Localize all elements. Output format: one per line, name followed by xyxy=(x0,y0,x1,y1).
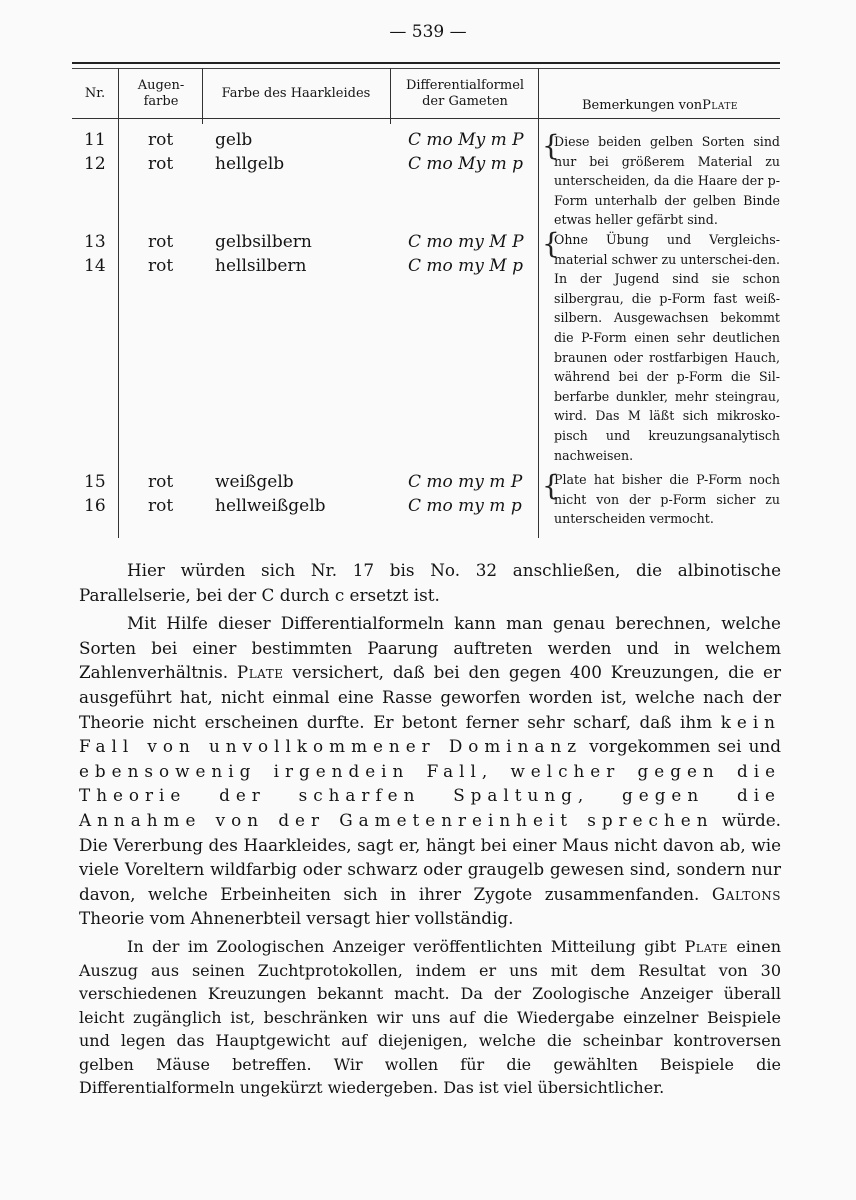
header-farbe: Farbe des Haarkleides xyxy=(221,85,371,101)
paragraph-text: Theorie vom Ahnenerbteil versagt hier vollständig. xyxy=(79,908,514,929)
header-bemerkungen-name: Plate xyxy=(702,97,738,113)
header-augenfarbe: Augen-farbe xyxy=(137,77,185,109)
paragraph-text: vorgekommen sei und xyxy=(582,736,781,757)
paragraph-text: versichert, daß bei den gegen 400 Kreuzungen, die er ausgeführt hat, nicht einmal eine Rasse geworfen worden ist, welche nach der Theorie nicht erscheinen durfte. Er betont ferner sehr scharf, daß ihm xyxy=(79,662,781,732)
remark-yellow: Diese beiden gelben Sorten sind nur bei größerem Material zu unterscheiden, da die Haare der p-Form unterhalb der gelben Binde etwas heller gefärbt sind. xyxy=(554,134,780,228)
cell-augenfarbe: rot xyxy=(148,154,174,174)
cell-formel: C mo my M P xyxy=(408,232,524,252)
paragraph-text: In der im Zoologischen Anzeiger veröffentlichten Mitteilung gibt xyxy=(127,936,685,956)
brace-icon: { xyxy=(542,129,560,162)
cell-formel: C mo my m P xyxy=(408,472,523,492)
paragraph-text: einen Auszug aus seinen Zuchtprotokollen, indem er uns mit dem Resultat von 30 verschiedenen Kreuzungen bekannt macht. Da der Zoologische Anzeiger überall leicht zugänglich ist, beschränken wir uns auf die Wiedergabe einzelner Beispiele und legen das Hauptgewicht auf diejenigen, welche die scheinbar kontroversen gelben Mäuse betreffen. Wir wollen für die gewählten Beispiele die Differentialformeln ungekürzt wiedergeben. Das ist viel übersichtlicher. xyxy=(79,936,782,1098)
cell-nr: 15 xyxy=(84,472,106,492)
column-divider xyxy=(390,68,391,124)
table-top-rule xyxy=(72,62,780,64)
cell-formel: C mo my M p xyxy=(408,256,523,276)
cell-farbe: hellgelb xyxy=(215,154,285,174)
paragraph-3 xyxy=(79,935,781,1100)
header-formel: Differentialformel der Gameten xyxy=(405,77,525,109)
cell-formel: C mo My m P xyxy=(408,130,524,150)
page-number: — 539 — xyxy=(389,22,467,42)
cell-farbe: gelbsilbern xyxy=(215,232,312,252)
cell-augenfarbe: rot xyxy=(148,130,174,150)
cell-formel: C mo My m p xyxy=(408,154,523,174)
header-bemerkungen xyxy=(540,84,780,128)
paragraph-2 xyxy=(79,611,781,931)
author-name: Plate xyxy=(684,936,728,956)
paragraph-1: Hier würden sich Nr. 17 bis No. 32 anschließen, die albinotische Parallelserie, bei der C durch c ersetzt ist. xyxy=(79,560,781,605)
cell-augenfarbe: rot xyxy=(148,472,174,492)
cell-nr: 12 xyxy=(84,154,106,174)
cell-farbe: weißgelb xyxy=(215,472,294,492)
remark-whiteyellow: Plate hat bisher die P-Form noch nicht von der p-Form sicher zu unterscheiden vermocht. xyxy=(554,472,780,527)
cell-nr: 14 xyxy=(84,256,106,276)
cell-farbe: hellweißgelb xyxy=(215,496,326,516)
remark-silver: Ohne Übung und Vergleichs-material schwer zu unterschei-den. In der Jugend sind sie schon silbergrau, die p-Form fast weiß-silbern. Ausgewachsen bekommt die P-Form einen sehr deutlichen braunen oder rostfarbigen Hauch, während bei der p-Form die Sil-berfarbe dunkler, mehr steingrau, wird. Das M läßt sich mikrosko-pisch und kreuzungsanalytisch nachweisen. xyxy=(554,232,780,463)
brace-icon: { xyxy=(542,469,560,502)
cell-augenfarbe: rot xyxy=(148,232,174,252)
cell-farbe: gelb xyxy=(215,130,253,150)
emphasis-spaced: ebensowenig irgendein Fall, welcher gegen die Theorie der scharfen Spaltung, gegen die Annahme von der Gametenreinheit sprechen xyxy=(79,760,781,830)
author-name: Galtons xyxy=(711,883,781,904)
cell-augenfarbe: rot xyxy=(148,496,174,516)
cell-nr: 11 xyxy=(84,130,106,150)
cell-nr: 13 xyxy=(84,232,106,252)
author-name: Plate xyxy=(236,662,284,683)
table-top-rule-thin xyxy=(72,68,780,69)
cell-augenfarbe: rot xyxy=(148,256,174,276)
brace-icon: { xyxy=(542,227,560,260)
header-bemerkungen-prefix: Bemerkungen von xyxy=(582,97,703,113)
header-nr: Nr. xyxy=(84,85,106,101)
mouse-color-table xyxy=(72,62,780,540)
cell-farbe: hellsilbern xyxy=(215,256,307,276)
emphasis-spaced: kein Fall von unvollkommener Dominanz xyxy=(79,711,781,757)
cell-formel: C mo my m p xyxy=(408,496,522,516)
paragraph-text: Mit Hilfe dieser Differentialformeln kann man genau berechnen, welche Sorten bei einer bestimmten Paarung auftreten werden und in welchem Zahlenverhältnis. xyxy=(79,613,781,683)
cell-nr: 16 xyxy=(84,496,106,516)
body-text xyxy=(79,558,781,1100)
paragraph-text: würde. Die Vererbung des Haarkleides, sagt er, hängt bei einer Maus nicht davon ab, wie viele Voreltern wildfarbig oder schwarz oder graugelb gewesen sind, sondern nur davon, welche Erbeinheiten sich in ihrer Zygote zusammenfanden. xyxy=(79,809,781,904)
